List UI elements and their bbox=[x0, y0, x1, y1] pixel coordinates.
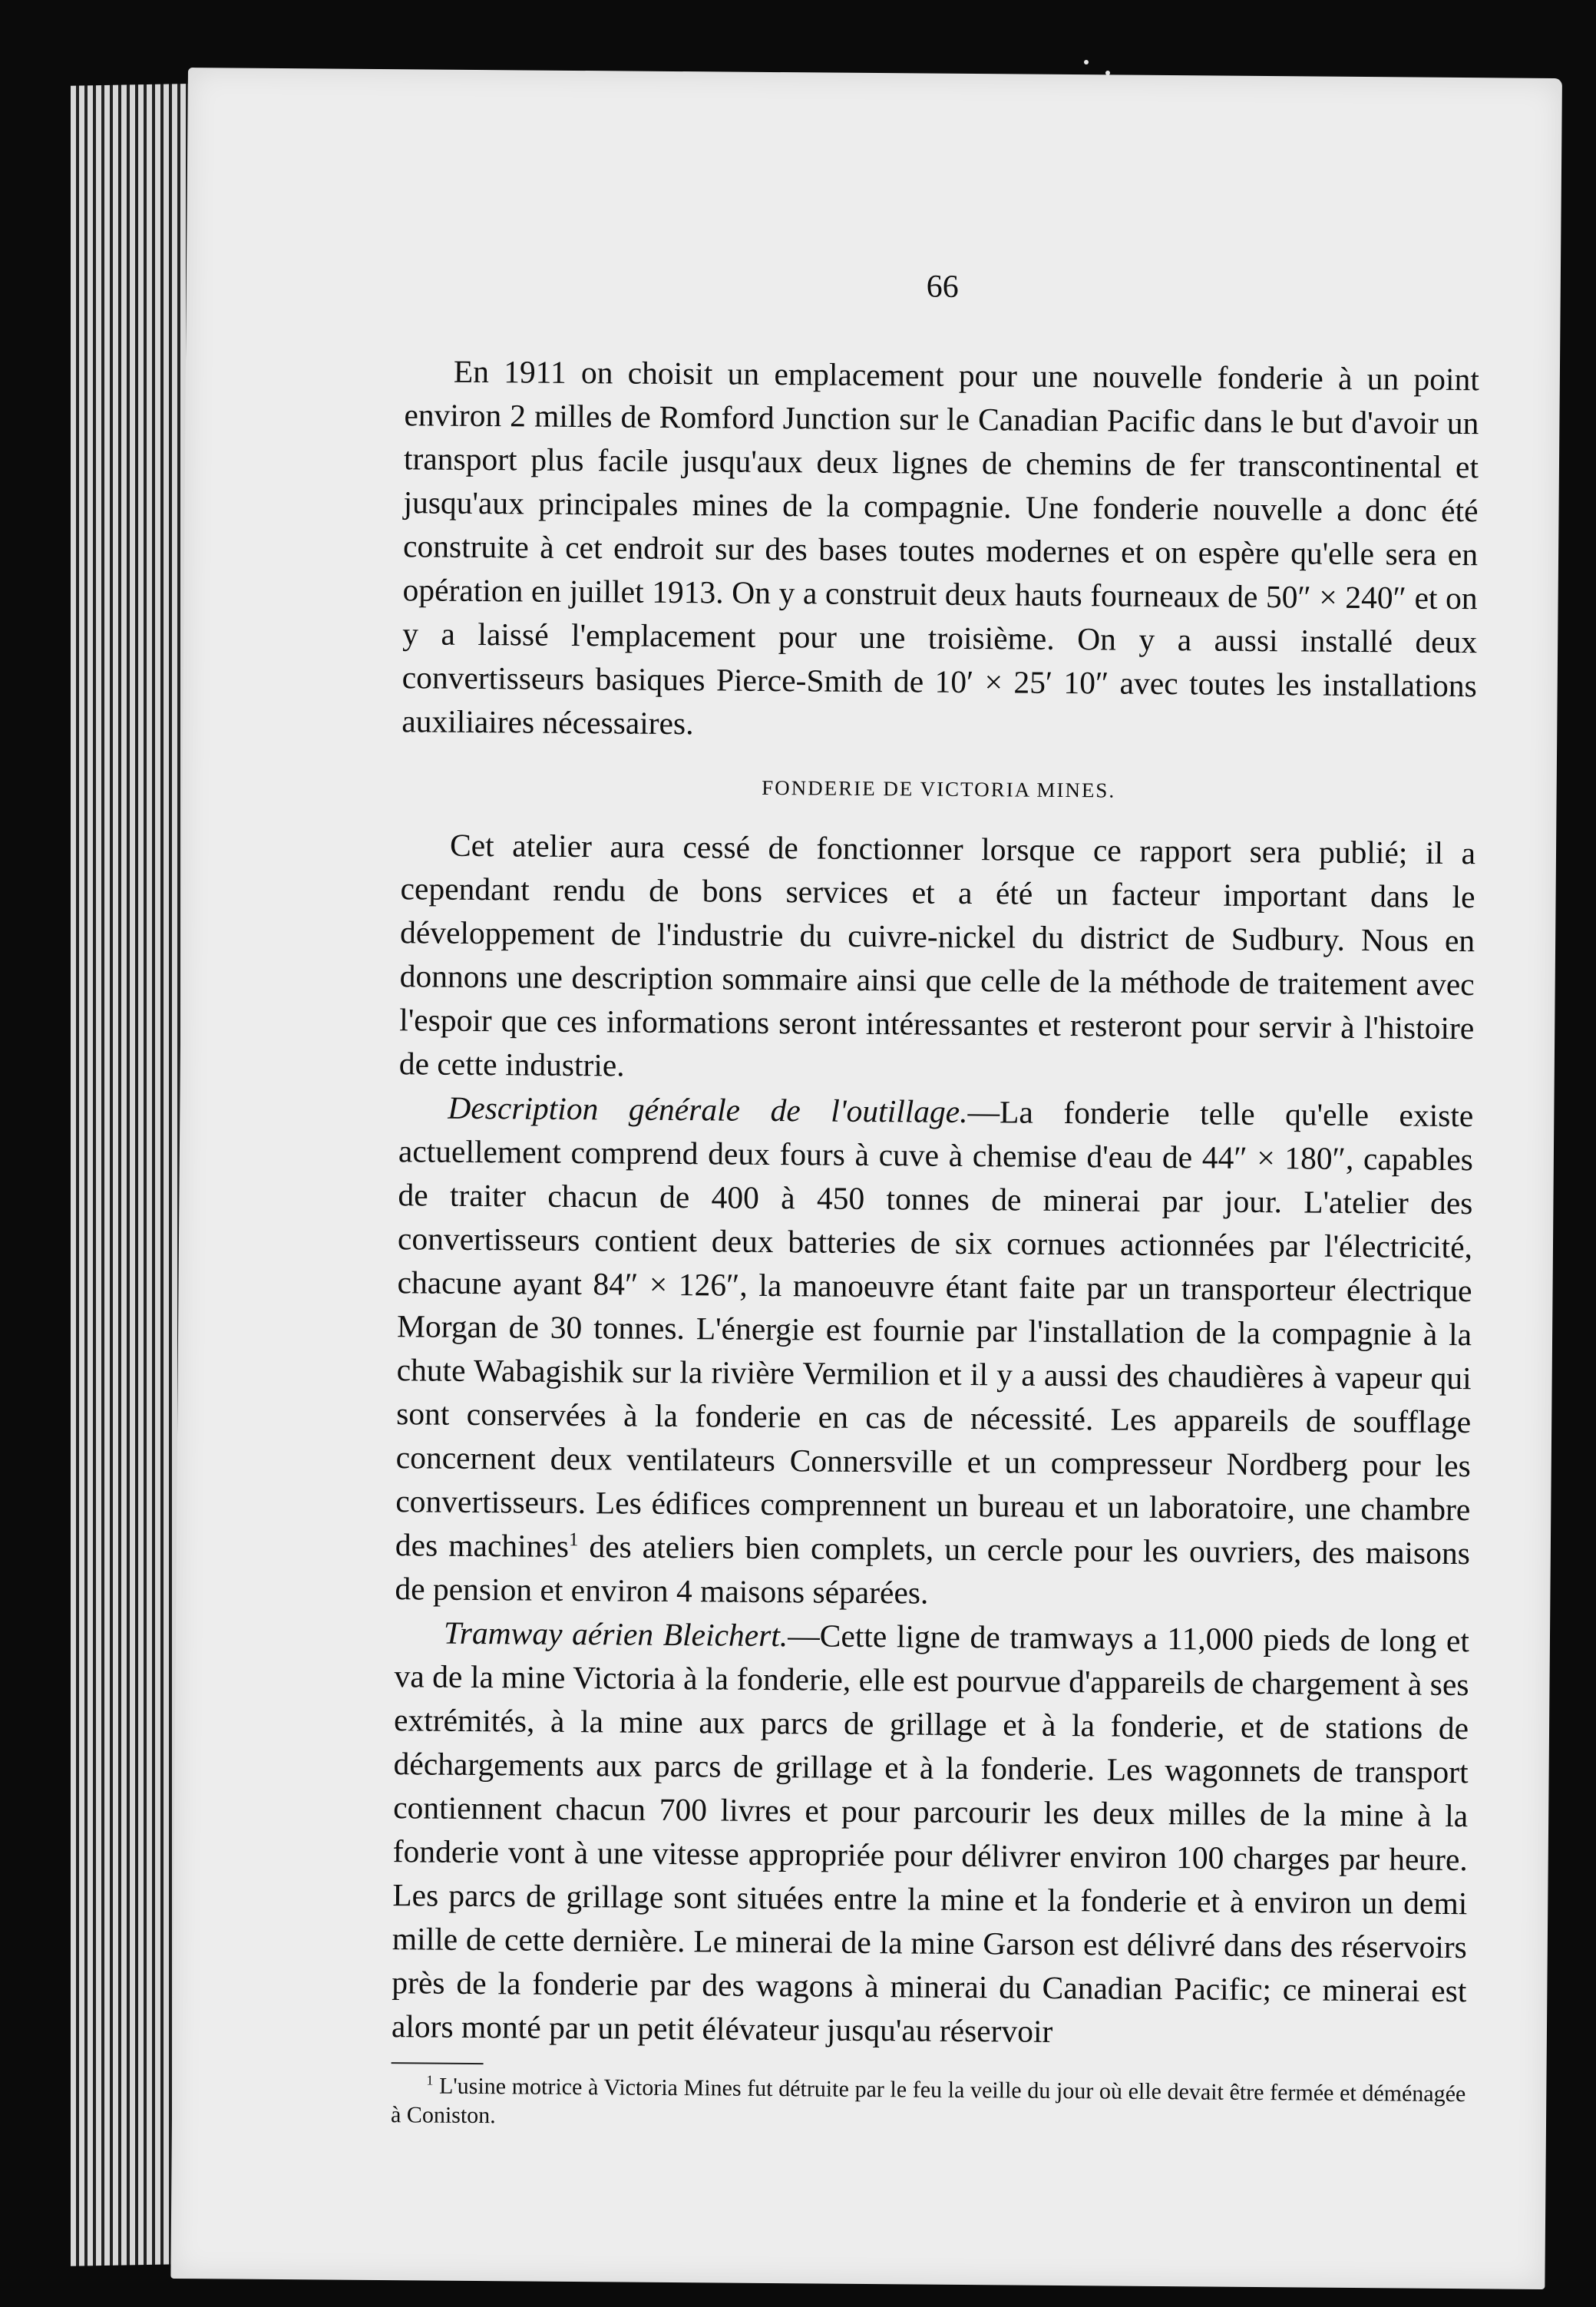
footnote-divider bbox=[392, 2062, 484, 2064]
footnote-number: 1 bbox=[426, 2072, 434, 2088]
page-number: 66 bbox=[926, 269, 959, 305]
paragraph-intro: En 1911 on choisit un emplacement pour une nouvelle fonderie à un point environ 2 milles de Romford Junction sur le Canadian Pacific dans le but d'avoir un transport plus facile jusqu'aux deux lignes de chemins de fer transcontinental et jusqu'aux principales mines de la compagnie. Une fonderie nouvelle a donc été construite à cet endroit sur des bases toutes modernes et on espère qu'elle sera en opération en juillet 1913. On y a construit deux hauts fourneaux de 50″ × 240″ et on y a laissé l'emplacement pour une troisième. On y a aussi installé deux convertisseurs basiques Pierce-Smith de 10′ × 25′ 10″ avec toutes les installations auxiliaires nécessaires. bbox=[401, 353, 1480, 742]
footnote-reference: 1 bbox=[568, 1529, 579, 1551]
section-heading: FONDERIE DE VICTORIA MINES. bbox=[762, 775, 1116, 802]
paragraph-lead-outillage: Description générale de l'outillage. bbox=[448, 1089, 968, 1130]
paragraph-lead-tramway: Tramway aérien Bleichert. bbox=[443, 1615, 788, 1654]
paragraph-outillage bbox=[395, 1086, 1473, 1619]
scan-speck bbox=[1105, 71, 1110, 75]
paragraph-outillage-tail: des ateliers bien complets, un cercle pour les ouvriers, des maisons de pension et environ 4 maisons séparées. bbox=[395, 1529, 1471, 1611]
paragraph-outillage-body: —La fonderie telle qu'elle existe actuellement comprend deux fours à cuve à chemise d'eau de 44″ × 180″, capables de traiter chacun de 400 à 450 tonnes de minerai par jour. L'atelier des convertisseurs contient deux batteries de six cornues actionnées par l'électricité, chacune ayant 84″ × 126″, la manoeuvre étant faite par un transporteur électrique Morgan de 30 tonnes. L'énergie est fournie par l'installation de la compagnie à la chute Wabagishik sur la rivière Vermilion et il y a aussi des chaudières à vapeur qui sont conservées à la fonderie en cas de nécessité. Les appareils de soufflage concernent deux ventilateurs Connersville et un compresseur Nordberg pour les convertisseurs. Les édifices comprennent un bureau et un laboratoire, une chambre des machines bbox=[395, 1094, 1474, 1564]
paragraph-victoria-mines: Cet atelier aura cessé de fonctionner lorsque ce rapport sera publié; il a cependant rendu de bons services et a été un facteur important dans le développement de l'industrie du cuivre-nickel du district de Sudbury. Nous en donnons une description sommaire ainsi que celle de la méthode de traitement avec l'espoir que ces informations seront intéressantes et resteront pour servir à l'histoire de cette industrie. bbox=[398, 827, 1476, 1083]
footnote bbox=[391, 2071, 1466, 2138]
paragraph-tramway bbox=[392, 1611, 1469, 2057]
paragraph-tramway-body: —Cette ligne de tramways a 11,000 pieds de long et va de la mine Victoria à la fonderie, elle est pourvue d'appareils de chargement à ses extrémités, à la mine aux parcs de grillage et à la fonderie, et de stations de déchargements aux parcs de grillage et à la fonderie. Les wagonnets de transport contiennent chacun 700 livres et pour parcourir les deux milles de la mine à la fonderie vont à une vitesse appropriée pour délivrer environ 100 charges par heure. Les parcs de grillage sont situées entre la mine et la fonderie et à environ un demi mille de cette dernière. Le minerai de la mine Garson est délivré dans des réservoirs près de la fonderie par des wagons à minerai du Canadian Pacific; ce minerai est alors monté par un petit élévateur jusqu'au réservoir bbox=[391, 1618, 1470, 2049]
scan-speck bbox=[1084, 60, 1089, 64]
book-page bbox=[170, 68, 1562, 2289]
page-content bbox=[391, 261, 1480, 2138]
footnote-text: L'usine motrice à Victoria Mines fut détruite par le feu la veille du jour où elle devait être fermée et déménagée à Coniston. bbox=[390, 2073, 1466, 2129]
